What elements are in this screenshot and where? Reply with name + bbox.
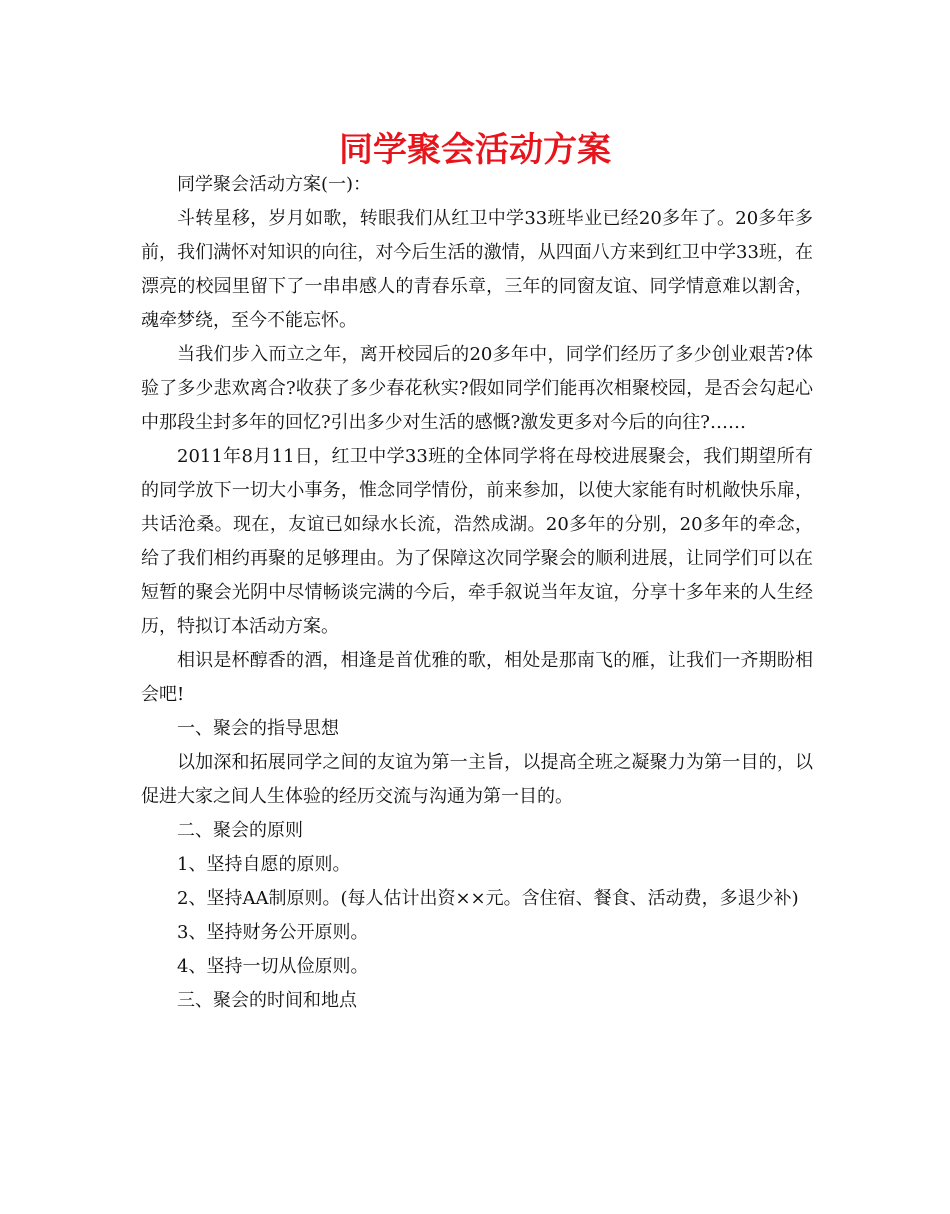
section-heading-guiding-idea: 一、聚会的指导思想 (177, 718, 339, 739)
document-body (141, 168, 813, 1018)
principle-item-2: 2、坚持AA制原则。(每人估计出资××元。含住宿、餐食、活动费，多退少补) (177, 888, 799, 909)
paragraph-guiding-idea: 以加深和拓展同学之间的友谊为第一主旨，以提高全班之凝聚力为第一目的，以促进大家之间人生体验的经历交流与沟通为第一目的。 (141, 752, 813, 807)
principle-item-4: 4、坚持一切从俭原则。 (177, 956, 369, 977)
section-heading-time-place: 三、聚会的时间和地点 (177, 990, 357, 1011)
paragraph-invitation: 相识是杯醇香的酒，相逢是首优雅的歌，相处是那南飞的雁，让我们一齐期盼相会吧! (141, 650, 813, 705)
principle-item-3: 3、坚持财务公开原则。 (177, 922, 369, 943)
paragraph-event-date: 2011年8月11日，红卫中学33班的全体同学将在母校进展聚会，我们期望所有的同学放下一切大小事务，惟念同学情份，前来参加，以使大家能有时机敞快乐扉，共话沧桑。现在，友谊已如绿水长流，浩然成湖。20多年的分别，20多年的牵念，给了我们相约再聚的足够理由。为了保障这次同学聚会的顺利进展，让同学们可以在短暂的聚会光阴中尽情畅谈完满的今后，牵手叙说当年友谊，分享十多年来的人生经历，特拟订本活动方案。 (141, 446, 813, 637)
document-title: 同学聚会活动方案 (339, 130, 611, 170)
section-heading-principles: 二、聚会的原则 (177, 820, 303, 841)
paragraph-intro: 斗转星移，岁月如歌，转眼我们从红卫中学33班毕业已经20多年了。20多年多前，我们满怀对知识的向往，对今后生活的激情，从四面八方来到红卫中学33班，在漂亮的校园里留下了一串串感人的青春乐章，三年的同窗友谊、同学情意难以割舍，魂牵梦绕，至今不能忘怀。 (141, 208, 813, 331)
paragraph-reflection: 当我们步入而立之年，离开校园后的20多年中，同学们经历了多少创业艰苦?体验了多少悲欢离合?收获了多少春花秋实?假如同学们能再次相聚校园，是否会勾起心中那段尘封多年的回忆?引出多少对生活的感慨?激发更多对今后的向往?…… (141, 344, 813, 433)
principle-item-1: 1、坚持自愿的原则。 (177, 854, 351, 875)
paragraph-subtitle: 同学聚会活动方案(一)： (177, 174, 372, 195)
